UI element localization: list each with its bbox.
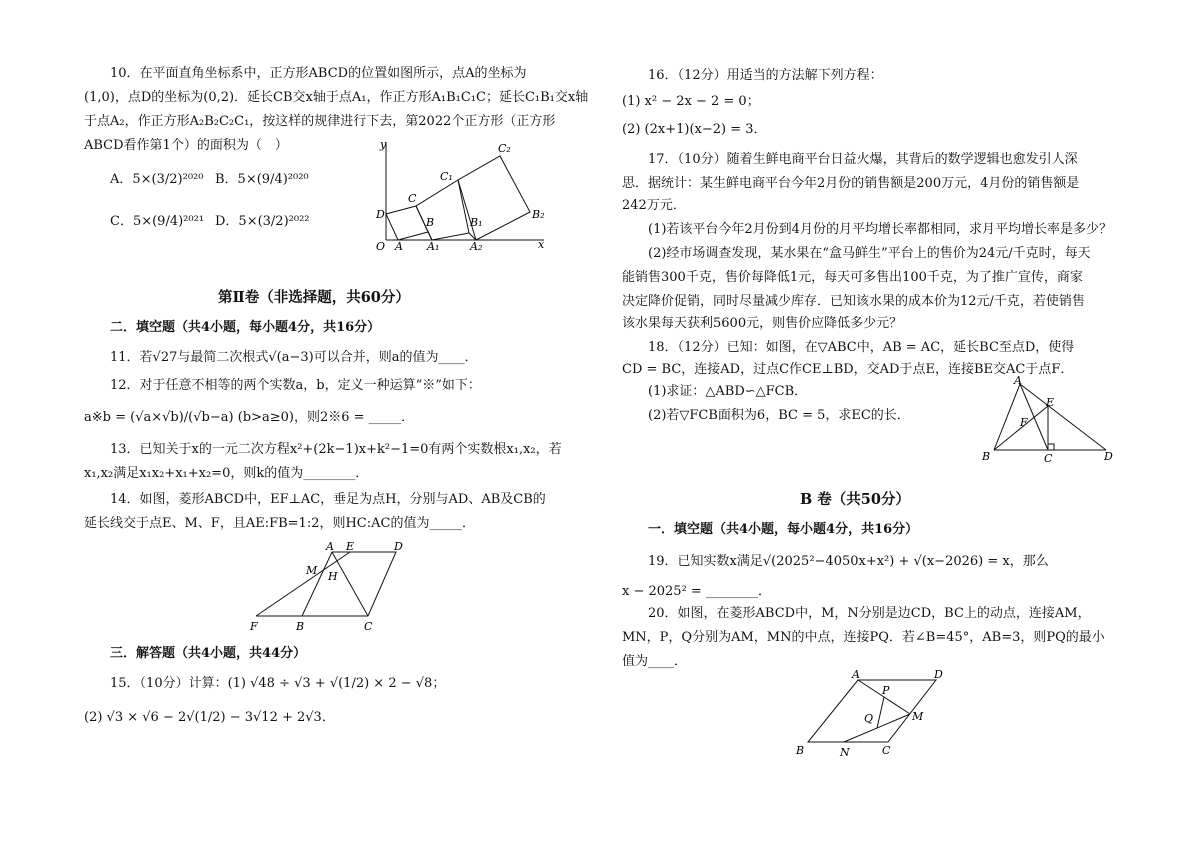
fill-blank-section-heading: 二．填空题（共4小题，每小题4分，共16分） — [110, 320, 381, 335]
q11-text: 11．若√27与最简二次根式√(a−3)可以合并，则a的值为____． — [110, 350, 478, 365]
q20-label-c: C — [882, 744, 891, 757]
q13-line2: x₁,x₂满足x₁x₂+x₁+x₂=0，则k的值为________． — [84, 466, 369, 481]
q14-label-a: A — [326, 540, 334, 553]
diagonal-ac — [332, 552, 368, 616]
q18-triangle-figure — [980, 374, 1120, 464]
q14-label-h: H — [328, 570, 338, 583]
fig-label-c: C — [408, 192, 417, 205]
q18-label-c: C — [1044, 452, 1053, 465]
q18-label-e: E — [1046, 396, 1055, 409]
solution-section-heading: 三．解答题（共4小题，共44分） — [110, 646, 307, 661]
q20-line2: MN，P，Q分别为AM，MN的中点，连接PQ．若∠B=45°，AB=3，则PQ的最小 — [622, 630, 1105, 645]
line-pq — [877, 697, 884, 728]
q20-label-q: Q — [864, 712, 874, 725]
q10-line3: 于点A₂，作正方形A₂B₂C₂C₁，按这样的规律进行下去，第2022个正方形（正方形 — [84, 114, 556, 129]
q18-label-a: A — [1014, 374, 1022, 387]
q19-line2: x − 2025² = ________． — [622, 584, 771, 599]
q18-line4: (2)若▽FCB面积为6，BC = 5，求EC的长． — [648, 408, 910, 423]
q14-label-d: D — [394, 540, 403, 553]
line-ad — [1020, 384, 1106, 450]
q10-option-d: D．5×(3/2)²⁰²² — [215, 214, 310, 229]
q14-label-m: M — [306, 564, 318, 577]
q17-line5: (2)经市场调查发现，某水果在“盒马鲜生”平台上的售价为24元/千克时，每天 — [648, 246, 1091, 261]
fig-label-y: y — [380, 138, 387, 151]
line-ef — [256, 552, 350, 616]
q14-rhombus-figure — [246, 538, 416, 634]
q12-line1: 12．对于任意不相等的两个实数a，b，定义一种运算“※”如下： — [110, 378, 481, 393]
q17-line7: 决定降价促销，同时尽量减少库存．已知该水果的成本价为12元/千克，若使销售 — [622, 294, 1085, 309]
q13-line1: 13．已知关于x的一元二次方程x²+(2k−1)x+k²−1=0有两个实数根x₁,x₂，若 — [110, 442, 562, 457]
q17-line4: (1)若该平台今年2月份到4月份的月平均增长率都相同，求月平均增长率是多少？ — [648, 222, 1112, 237]
q14-label-f: F — [250, 620, 258, 633]
q14-label-b: B — [296, 620, 305, 633]
part-b-fill-blank-heading: 一．填空题（共4小题，每小题4分，共16分） — [648, 522, 919, 537]
fig-label-c2: C₂ — [498, 142, 511, 155]
fig-label-c1: C₁ — [440, 170, 453, 183]
q20-label-m: M — [912, 710, 924, 723]
q18-label-d: D — [1104, 450, 1113, 463]
fig-label-a2: A₂ — [470, 240, 483, 253]
q14-line1: 14．如图，菱形ABCD中，EF⊥AC，垂足为点H，分别与AD、AB及CB的 — [110, 492, 546, 507]
q10-option-c: C．5×(9/4)²⁰²¹ — [110, 214, 205, 229]
square-abcd — [386, 206, 428, 240]
fig-label-b: B — [426, 216, 435, 229]
q15-line1: 15．（10分）计算：(1) √48 ÷ √3 + √(1/2) × 2 − √8； — [110, 676, 446, 691]
q14-label-e: E — [346, 540, 355, 553]
q20-line1: 20．如图，在菱形ABCD中，M，N分别是边CD，BC上的动点，连接AM， — [648, 606, 1091, 621]
q20-label-p: P — [882, 684, 890, 697]
square-a2b2c2c1 — [458, 156, 530, 240]
q16-line1: 16．（12分）用适当的方法解下列方程： — [648, 68, 883, 83]
q20-label-n: N — [840, 746, 850, 759]
q18-line2: CD = BC，连接AD，过点C作CE⊥BD，交AD于点E，连接BE交AC于点F． — [622, 362, 1074, 377]
q17-line6: 能销售300千克，售价每降低1元，每天可多售出100千克，为了推广宣传，商家 — [622, 270, 1083, 285]
q18-line3: (1)求证：△ABD∽△FCB． — [648, 384, 808, 399]
q19-line1: 19．已知实数x满足√(2025²−4050x+x²) + √(x−2026) = x，那么 — [648, 554, 1049, 569]
part2-title: 第Ⅱ卷（非选择题，共60分） — [218, 289, 410, 306]
q10-option-b: B．5×(9/4)²⁰²⁰ — [215, 172, 309, 187]
q10-line2: (1,0)，点D的坐标为(0,2)．延长CB交x轴于点A₁，作正方形A₁B₁C₁C；延长C₁B₁交x轴 — [84, 90, 589, 105]
fig-label-a: A — [395, 240, 403, 253]
fig-label-b1: B₁ — [470, 216, 483, 229]
q18-line1: 18．（12分）已知：如图，在▽ABC中，AB = AC，延长BC至点D，使得 — [648, 340, 1075, 355]
part-b-title: B 卷（共50分） — [800, 491, 910, 508]
q16-line3: (2) (2x+1)(x−2) = 3． — [622, 122, 767, 137]
fig-label-d: D — [376, 208, 385, 221]
q17-line3: 242万元． — [622, 198, 686, 213]
fig-label-o: O — [376, 240, 386, 253]
q15-line2: (2) √3 × √6 − 2√(1/2) − 3√12 + 2√3． — [84, 710, 335, 725]
q20-line3: 值为____． — [622, 654, 688, 669]
q10-coordinate-figure — [368, 140, 548, 252]
q10-line1: 10．在平面直角坐标系中，正方形ABCD的位置如图所示，点A的坐标为 — [110, 66, 527, 81]
q14-label-c: C — [364, 620, 373, 633]
q12-line2: a※b = (√a×√b)/(√b−a) (b>a≥0)，则2※6 = _____． — [84, 410, 415, 425]
side-ab — [994, 384, 1020, 450]
fig-label-b2: B₂ — [532, 208, 545, 221]
q17-line1: 17．（10分）随着生鲜电商平台日益火爆，其背后的数学逻辑也愈发引人深 — [648, 152, 1078, 167]
q20-label-a: A — [852, 668, 860, 681]
fig-label-a1: A₁ — [427, 240, 440, 253]
q20-label-d: D — [934, 668, 943, 681]
q17-line8: 该水果每天获利5600元，则售价应降低多少元？ — [622, 316, 903, 331]
q14-line2: 延长线交于点E、M、F，且AE:FB=1:2，则HC:AC的值为_____． — [84, 516, 475, 531]
q18-label-b: B — [982, 450, 991, 463]
q17-line2: 思．据统计：某生鲜电商平台今年2月份的销售额是200万元，4月份的销售额是 — [622, 176, 1080, 191]
q20-rhombus-figure — [790, 668, 950, 760]
rhombus-abcd — [302, 552, 396, 616]
q20-label-b: B — [796, 744, 805, 757]
q10-option-a: A．5×(3/2)²⁰²⁰ — [110, 172, 204, 187]
q10-line4: ABCD看作第1个）的面积为（ ） — [84, 138, 288, 153]
q18-label-f: F — [1020, 416, 1028, 429]
right-angle-mark — [1048, 444, 1054, 450]
fig-label-x: x — [538, 238, 545, 251]
q16-line2: (1) x² − 2x − 2 = 0； — [622, 94, 760, 109]
